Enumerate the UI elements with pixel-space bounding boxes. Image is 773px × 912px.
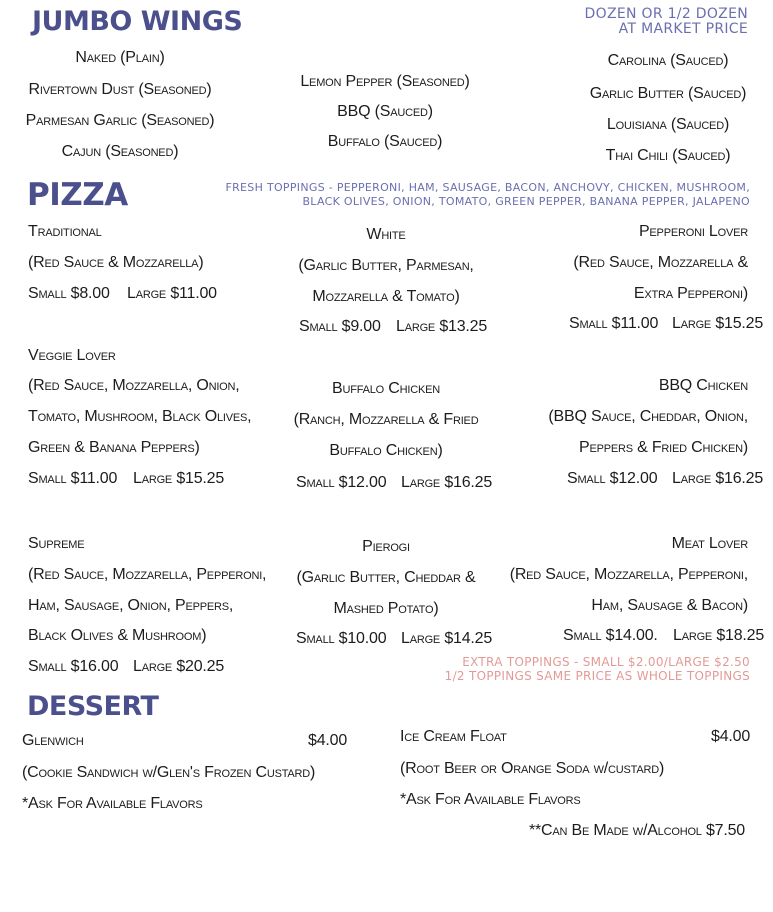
pizza-desc: Peppers & Fried Chicken) <box>578 439 748 456</box>
extra-toppings-line1: EXTRA TOPPINGS - SMALL $2.00/LARGE $2.50 <box>462 655 750 669</box>
extra-toppings-line2: 1/2 TOPPINGS SAME PRICE AS WHOLE TOPPINGS <box>444 669 750 683</box>
pizza-large-price: Large $16.25 <box>401 474 493 491</box>
wings-title: JUMBO WINGS <box>32 6 243 37</box>
pizza-desc: Ham, Sausage, Onion, Peppers, <box>28 597 234 614</box>
pizza-name: Supreme <box>28 535 85 552</box>
dessert-desc: (Root Beer or Orange Soda w/custard) <box>400 760 665 777</box>
pizza-large-price: Large $18.25 <box>673 627 765 644</box>
pizza-desc: Tomato, Mushroom, Black Olives, <box>28 408 252 425</box>
dessert-alcohol-note: **Can Be Made w/Alcohol $7.50 <box>529 822 745 839</box>
dessert-name: Ice Cream Float <box>400 728 507 745</box>
wing-flavor: Buffalo (Sauced) <box>327 133 443 150</box>
pizza-name: Buffalo Chicken <box>331 380 441 397</box>
pizza-desc: (Red Sauce, Mozzarella, Pepperoni, <box>509 566 748 583</box>
pizza-toppings-line2: BLACK OLIVES, ONION, TOMATO, GREEN PEPPER, BANANA PEPPER, JALAPENO <box>302 195 750 208</box>
pizza-desc: Ham, Sausage & Bacon) <box>591 597 748 614</box>
dessert-title: DESSERT <box>27 691 159 722</box>
wing-flavor: Louisiana (Sauced) <box>606 116 730 133</box>
pizza-small-price: Small $12.00 <box>567 470 658 487</box>
pizza-name: Veggie Lover <box>28 347 116 364</box>
wing-flavor: Rivertown Dust (Seasoned) <box>28 81 212 98</box>
dessert-price: $4.00 <box>308 732 348 749</box>
wings-note-line1: DOZEN OR 1/2 DOZEN <box>584 6 748 22</box>
pizza-small-price: Small $11.00 <box>569 315 659 332</box>
pizza-desc: Green & Banana Peppers) <box>28 439 200 456</box>
pizza-toppings-line1: FRESH TOPPINGS - PEPPERONI, HAM, SAUSAGE, BACON, ANCHOVY, CHICKEN, MUSHROOM, <box>225 181 750 194</box>
dessert-note: *Ask For Available Flavors <box>22 795 203 812</box>
wing-flavor: Thai Chili (Sauced) <box>605 147 731 164</box>
pizza-desc: (BBQ Sauce, Cheddar, Onion, <box>548 408 748 425</box>
pizza-name: Traditional <box>28 223 102 240</box>
pizza-name: Meat Lover <box>671 535 748 552</box>
pizza-large-price: Large $11.00 <box>127 285 217 302</box>
pizza-large-price: Large $15.25 <box>133 470 225 487</box>
pizza-name: Pepperoni Lover <box>638 223 748 240</box>
dessert-price: $4.00 <box>711 728 751 745</box>
pizza-desc: (Red Sauce, Mozzarella, Pepperoni, <box>28 566 267 583</box>
dessert-note: *Ask For Available Flavors <box>400 791 581 808</box>
pizza-desc: (Red Sauce, Mozzarella, Onion, <box>28 377 240 394</box>
wing-flavor: BBQ (Sauced) <box>337 103 433 120</box>
wings-note-line2: AT MARKET PRICE <box>618 21 748 37</box>
pizza-large-price: Large $14.25 <box>401 630 493 647</box>
pizza-desc: Mozzarella & Tomato) <box>312 288 460 305</box>
pizza-large-price: Large $15.25 <box>672 315 764 332</box>
pizza-name: BBQ Chicken <box>658 377 748 394</box>
dessert-desc: (Cookie Sandwich w/Glen's Frozen Custard) <box>22 764 316 781</box>
pizza-name: Pierogi <box>362 538 410 555</box>
pizza-desc: (Red Sauce & Mozzarella) <box>28 254 204 271</box>
pizza-name: White <box>366 226 406 243</box>
pizza-desc: (Ranch, Mozzarella & Fried <box>293 411 479 428</box>
pizza-small-price: Small $16.00 <box>28 658 119 675</box>
pizza-large-price: Large $16.25 <box>672 470 764 487</box>
pizza-title: PIZZA <box>27 177 128 213</box>
pizza-small-price: Small $14.00. <box>563 627 658 644</box>
pizza-small-price: Small $10.00 <box>296 630 387 647</box>
pizza-desc: Mashed Potato) <box>333 600 439 617</box>
wing-flavor: Naked (Plain) <box>75 49 165 66</box>
pizza-small-price: Small $12.00 <box>296 474 387 491</box>
pizza-desc: Buffalo Chicken) <box>329 442 443 459</box>
pizza-small-price: Small $8.00 <box>28 285 110 302</box>
pizza-large-price: Large $20.25 <box>133 658 225 675</box>
wing-flavor: Garlic Butter (Sauced) <box>589 85 747 102</box>
pizza-desc: Extra Pepperoni) <box>633 285 748 302</box>
wing-flavor: Parmesan Garlic (Seasoned) <box>25 112 215 129</box>
pizza-desc: (Garlic Butter, Parmesan, <box>298 257 474 274</box>
wing-flavor: Cajun (Seasoned) <box>61 143 179 160</box>
pizza-desc: (Garlic Butter, Cheddar & <box>296 569 476 586</box>
wing-flavor: Carolina (Sauced) <box>607 52 729 69</box>
wing-flavor: Lemon Pepper (Seasoned) <box>300 73 470 90</box>
pizza-small-price: Small $11.00 <box>28 470 118 487</box>
pizza-desc: Black Olives & Mushroom) <box>28 627 207 644</box>
dessert-name: Glenwich <box>22 732 84 749</box>
pizza-small-price: Small $9.00 <box>299 318 381 335</box>
pizza-large-price: Large $13.25 <box>396 318 488 335</box>
pizza-desc: (Red Sauce, Mozzarella & <box>573 254 748 271</box>
